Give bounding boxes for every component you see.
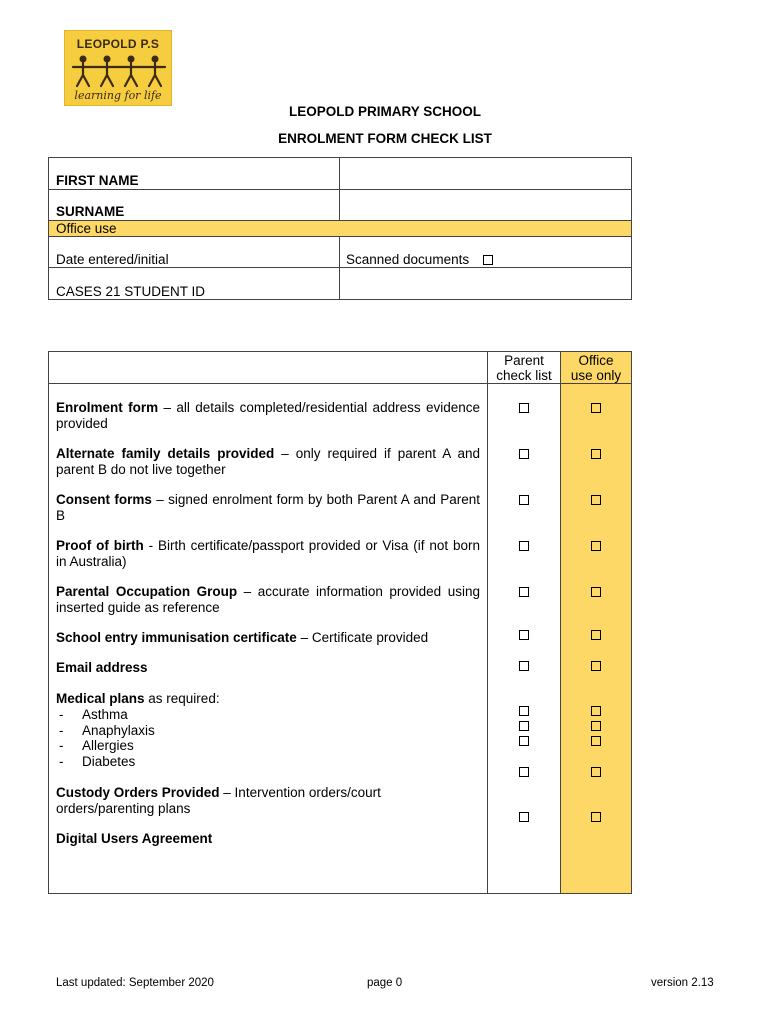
medical-sub-list (56, 707, 480, 769)
parent-checkbox-proof-birth[interactable] (519, 541, 529, 551)
parent-header-line1: Parent (504, 353, 544, 368)
office-checkbox-consent[interactable] (591, 495, 601, 505)
first-name-label: FIRST NAME (56, 173, 139, 188)
divider (339, 157, 340, 221)
divider (48, 189, 632, 190)
office-checkbox-diabetes[interactable] (591, 767, 601, 777)
parent-checkbox-custody[interactable] (519, 812, 529, 822)
checklist-item-medical-plans: Medical plans as required: (56, 691, 220, 706)
school-logo (64, 30, 172, 106)
medical-sub-allergies: - Allergies (59, 738, 134, 753)
parent-checkbox-diabetes[interactable] (519, 767, 529, 777)
medical-sub-asthma: - Asthma (59, 707, 128, 722)
checklist-item-enrolment-form: Enrolment form – all details completed/residential address evidence provided (56, 400, 480, 431)
checklist-item-custody-orders: Custody Orders Provided – Intervention orders/court orders/parenting plans (56, 785, 381, 816)
parent-checkbox-anaphylaxis[interactable] (519, 721, 529, 731)
office-use-label: Office use (56, 221, 117, 236)
children-figures-icon (71, 53, 167, 89)
checklist-item-immunisation: School entry immunisation certificate – Certificate provided (56, 630, 429, 645)
office-checkbox-alternate-family[interactable] (591, 449, 601, 459)
surname-label: SURNAME (56, 204, 125, 219)
parent-column-header (488, 353, 560, 383)
checklist-item-email: Email address (56, 660, 148, 675)
office-checkbox-proof-birth[interactable] (591, 541, 601, 551)
surname-field[interactable] (341, 191, 630, 219)
cases-id-label: CASES 21 STUDENT ID (56, 284, 206, 299)
footer-updated: Last updated: September 2020 (56, 977, 214, 989)
office-checkbox-anaphylaxis[interactable] (591, 721, 601, 731)
office-checkbox-asthma[interactable] (591, 706, 601, 716)
cases-id-field[interactable] (341, 269, 630, 299)
divider (48, 267, 632, 268)
office-checkbox-enrolment[interactable] (591, 403, 601, 413)
parent-checkbox-email[interactable] (519, 661, 529, 671)
parent-checkbox-consent[interactable] (519, 495, 529, 505)
medical-sub-diabetes: - Diabetes (59, 753, 136, 769)
logo-motto: learning for life (74, 89, 162, 102)
divider (48, 236, 632, 237)
office-checkbox-immunisation[interactable] (591, 630, 601, 640)
checklist-item-alternate-family: Alternate family details provided – only required if parent A and parent B do not live together (56, 446, 480, 477)
scanned-documents-label (346, 252, 493, 267)
divider (339, 236, 340, 300)
date-entered-label: Date entered/initial (56, 252, 169, 267)
scanned-documents-text: Scanned documents (346, 252, 470, 267)
school-name: LEOPOLD PRIMARY SCHOOL (288, 104, 481, 119)
parent-checkbox-occupation[interactable] (519, 587, 529, 597)
parent-checkbox-immunisation[interactable] (519, 630, 529, 640)
parent-checkbox-alternate-family[interactable] (519, 449, 529, 459)
medical-sub-anaphylaxis: - Anaphylaxis (59, 722, 155, 738)
office-checkbox-allergies[interactable] (591, 736, 601, 746)
office-checkbox-email[interactable] (591, 661, 601, 671)
divider (48, 220, 632, 221)
footer-page: page 0 (367, 977, 403, 989)
parent-checkbox-allergies[interactable] (519, 736, 529, 746)
office-header-line1: Office (578, 353, 614, 368)
scanned-documents-checkbox[interactable] (483, 255, 493, 265)
divider (48, 383, 632, 384)
office-checkbox-occupation[interactable] (591, 587, 601, 597)
parent-checkbox-enrolment[interactable] (519, 403, 529, 413)
office-column-header (560, 353, 632, 383)
checklist-item-digital-users: Digital Users Agreement (56, 831, 213, 846)
checklist-item-occupation-group: Parental Occupation Group – accurate information provided using inserted guide as reference (56, 584, 480, 615)
parent-checkbox-asthma[interactable] (519, 706, 529, 716)
office-checkbox-custody[interactable] (591, 812, 601, 822)
checklist-item-proof-of-birth: Proof of birth - Birth certificate/passport provided or Visa (if not born in Australia) (56, 538, 480, 569)
office-header-line2: use only (570, 368, 622, 383)
first-name-field[interactable] (341, 159, 630, 188)
footer-version: version 2.13 (651, 977, 714, 989)
checklist-item-consent-forms: Consent forms – signed enrolment form by both Parent A and Parent B (56, 492, 480, 523)
form-title: ENROLMENT FORM CHECK LIST (278, 131, 492, 146)
logo-title: LEOPOLD P.S (76, 37, 160, 51)
parent-header-line2: check list (496, 368, 552, 383)
office-use-highlight (49, 221, 631, 236)
